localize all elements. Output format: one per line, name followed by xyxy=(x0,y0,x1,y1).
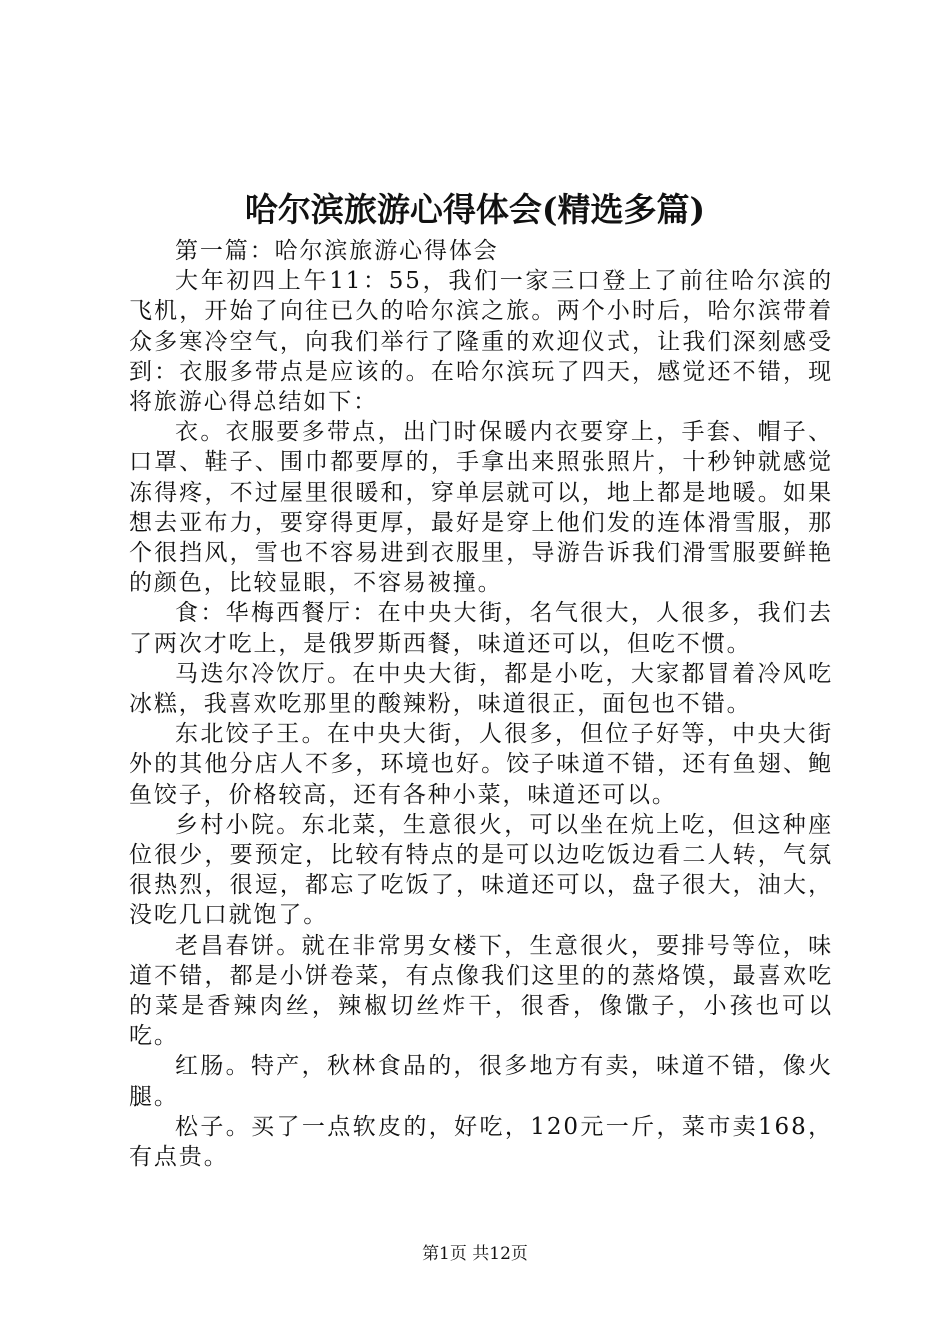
paragraph-food-huamei: 食：华梅西餐厅：在中央大街，名气很大，人很多，我们去了两次才吃上，是俄罗斯西餐，味道还可以，但吃不惯。 xyxy=(129,600,833,657)
paragraph-food-madieer: 马迭尔冷饮厅。在中央大街，都是小吃，大家都冒着冷风吃冰糕，我喜欢吃那里的酸辣粉，味道很正，面包也不错。 xyxy=(129,660,833,718)
paragraph-food-village-courtyard: 乡村小院。东北菜，生意很火，可以坐在炕上吃，但这种座位很少，要预定，比较有特点的是可以边吃饭边看二人转，气氛很热烈，很逗，都忘了吃饭了，味道还可以，盘子很大，油大，没吃几口就饱了。 xyxy=(129,811,833,929)
paragraph-food-dumpling-king: 东北饺子王。在中央大街，人很多，但位子好等，中央大街外的其他分店人不多，环境也好。饺子味道不错，还有鱼翅、鲍鱼饺子，价格较高，还有各种小菜，味道还可以。 xyxy=(129,721,833,808)
paragraph-food-pine-nuts: 松子。买了一点软皮的，好吃，120元一斤，菜市卖168，有点贵。 xyxy=(129,1113,833,1171)
document-body xyxy=(129,236,833,1172)
paragraph-food-red-sausage: 红肠。特产，秋林食品的，很多地方有卖，味道不错，像火腿。 xyxy=(129,1053,833,1110)
paragraph-food-laochang-chunbing: 老昌春饼。就在非常男女楼下，生意很火，要排号等位，味道不错，都是小饼卷菜，有点像我们这里的的蒸烙馍，最喜欢吃的菜是香辣肉丝，辣椒切丝炸干，很香，像馓子，小孩也可以吃。 xyxy=(129,932,833,1050)
paragraph-intro: 大年初四上午11：55，我们一家三口登上了前往哈尔滨的飞机，开始了向往已久的哈尔滨之旅。两个小时后，哈尔滨带着众多寒冷空气，向我们举行了隆重的欢迎仪式，让我们深刻感受到：衣服多带点是应该的。在哈尔滨玩了四天，感觉还不错，现将旅游心得总结如下： xyxy=(129,268,833,416)
document-title: 哈尔滨旅游心得体会(精选多篇) xyxy=(244,190,706,229)
paragraph-section-heading: 第一篇：哈尔滨旅游心得体会 xyxy=(175,238,499,264)
paragraph-clothing: 衣。衣服要多带点，出门时保暖内衣要穿上，手套、帽子、口罩、鞋子、围巾都要厚的，手拿出来照张照片，十秒钟就感觉冻得疼，不过屋里很暖和，穿单层就可以，地上都是地暖。如果想去亚布力，要穿得更厚，最好是穿上他们发的连体滑雪服，那个很挡风，雪也不容易进到衣服里，导游告诉我们滑雪服要鲜艳的颜色，比较显眼，不容易被撞。 xyxy=(129,419,833,597)
page-footer: 第1页 共12页 xyxy=(422,1244,528,1264)
